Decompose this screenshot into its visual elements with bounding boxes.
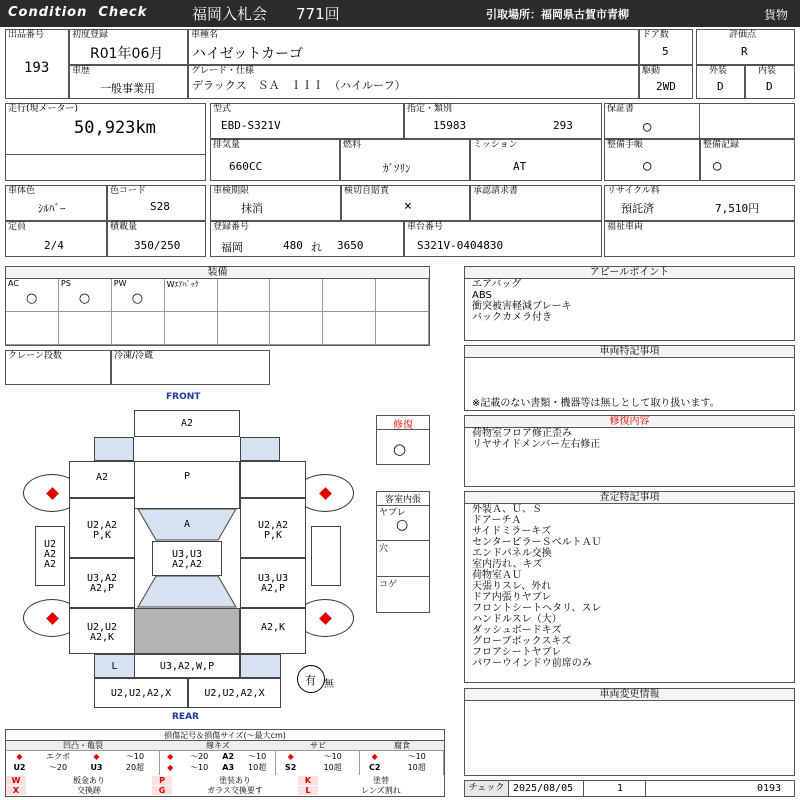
welfare-label: 福祉車両 [607, 222, 644, 232]
equipment-slot [165, 279, 218, 312]
equipment-slot [165, 312, 218, 345]
windshield-damage: A [183, 519, 191, 530]
self-insp-value: × [404, 199, 412, 214]
legend-codes [6, 776, 444, 796]
inspection-label: 車検期限 [213, 186, 250, 196]
legend-code-val: 交換跡 [77, 786, 101, 795]
legend-key: U3 [90, 763, 103, 772]
tail-lamp-left-damage: L [111, 661, 118, 672]
fuel-cell [340, 139, 470, 181]
front-fender-right [240, 461, 306, 498]
tail-lamp-right [240, 654, 281, 678]
legend-code-val: ガラス交換要す [207, 786, 263, 795]
headlight-left [94, 437, 134, 461]
rear-label: REAR [172, 712, 199, 722]
interior-value: D [766, 80, 773, 93]
legend-code-key: G [152, 786, 172, 795]
repair-title: 修復内容 [465, 416, 794, 428]
load-label: 積載量 [110, 222, 138, 232]
history-cell [69, 65, 188, 99]
legend-group [360, 741, 444, 775]
legend-val: 10超 [248, 763, 267, 772]
changes-title: 車両変更情報 [465, 689, 794, 701]
cabin-item-value: ○ [396, 517, 409, 533]
side-window-left [35, 526, 65, 586]
legend-code-key: X [6, 786, 26, 795]
drive-value: 2WD [656, 80, 676, 93]
plate-label: 登録番号 [213, 222, 250, 232]
inspection-value: 抹消 [241, 202, 263, 215]
model-name-value: ハイゼットカーゴ [192, 46, 303, 62]
model-code-label: 型式 [213, 104, 232, 114]
hood-damage: P [183, 471, 191, 482]
inspection-note-item: ダッシュボードキズ [472, 625, 562, 636]
inspection-notes-panel [464, 491, 795, 683]
roof-damage: U3,U3 A2,A2 [171, 549, 203, 570]
recycle-fee: 7,510円 [715, 202, 760, 215]
inspection-note-item: ドアーチＡ [472, 515, 522, 526]
rear-window [134, 576, 240, 608]
legend-val: 〜10 [125, 752, 145, 761]
equipment-slot [6, 279, 59, 312]
repair-panel [464, 415, 795, 487]
front-fender-left-damage: A2 [95, 472, 109, 483]
front-bumper [134, 410, 240, 437]
inspection-note-item: パワーウインドウ前席のみ [472, 658, 592, 669]
equipment-slot [218, 279, 271, 312]
appeal-item: バックカメラ付き [472, 312, 552, 323]
rear-bumper-left [94, 678, 188, 708]
legend-val: 〜10 [248, 752, 267, 761]
maint-note-value: ○ [643, 158, 652, 174]
vehicle-notes-title: 車両特記事項 [465, 346, 794, 358]
auction-session: 771回 [296, 5, 340, 23]
check-strip [464, 780, 795, 797]
plate-num2: 3650 [337, 239, 364, 252]
model-code-value: EBD-S321V [221, 119, 281, 132]
rear-door-right [240, 558, 306, 608]
model-code-cell [210, 103, 404, 139]
legend-val: 〜20 [190, 752, 209, 761]
legend-key: ◆ [167, 752, 174, 761]
wheel-dot-icon [319, 612, 332, 625]
repair-flag-box [376, 415, 430, 465]
rear-bumper-right [188, 678, 281, 708]
repair-flag-label: 修復 [377, 416, 429, 430]
legend-val: エクボ [45, 752, 70, 761]
hood [134, 461, 240, 509]
vehicle-notes-text: ※記載のない書類・機器等は無しとして取り扱います。 [472, 398, 720, 409]
rear-quarter-right-damage: A2,K [260, 622, 286, 633]
mileage-label: 走行(現メーター) [8, 104, 79, 114]
wheel-dot-icon [319, 487, 332, 500]
equipment-slot [59, 279, 112, 312]
equipment-item-label: Wｴｱﾊﾞｯｸ [166, 280, 199, 289]
capacity-label: 定員 [8, 222, 27, 232]
transmission-label: ミッション [473, 140, 518, 150]
warranty-cell [604, 103, 795, 139]
auction-name: 福岡入札会 [192, 5, 268, 23]
roof [152, 541, 222, 576]
legend-code-val: 塗装あり [219, 776, 251, 785]
equipment-title: 装備 [6, 267, 429, 279]
legend-group-title: サビ [276, 741, 360, 751]
equipment-slot [270, 312, 323, 345]
rear-door-left-damage: U3,A2 A2,P [86, 573, 118, 594]
equipment-item-value: ○ [131, 291, 144, 306]
legend-group-title: 凹凸・亀裂 [6, 741, 160, 751]
equipment-slot [59, 312, 112, 345]
maint-note-cell [604, 139, 700, 181]
grade-label: グレード・仕様 [191, 66, 255, 76]
load-value: 350/250 [134, 239, 181, 252]
inspection-note-item: 外装Ａ、Ｕ、Ｓ [472, 504, 542, 515]
designation-value: 15983 [433, 119, 467, 132]
check-divider-1 [583, 781, 584, 796]
mileage-divider [6, 154, 205, 155]
legend-val: 10超 [323, 763, 342, 772]
equipment-panel [5, 266, 430, 346]
maint-note-label: 整備手帳 [607, 140, 644, 150]
maint-record-value: ○ [713, 158, 722, 174]
equipment-slot [323, 279, 376, 312]
maint-record-label: 整備記録 [703, 140, 740, 150]
lot-label: 出品番号 [8, 30, 45, 40]
recycle-cell [604, 185, 795, 221]
legend-code-val: 板金あり [73, 776, 105, 785]
repair-flag-value: ○ [393, 440, 407, 458]
color-code-value: S28 [150, 200, 170, 213]
legend-key: C2 [368, 763, 381, 772]
front-door-left [69, 498, 135, 558]
first-reg-cell [69, 29, 188, 65]
warranty-value: ○ [643, 119, 652, 135]
inspection-note-item: ハンドルスレ（大） [472, 614, 562, 625]
displacement-value: 660CC [229, 160, 263, 173]
inspection-note-item: 荷物室ＡＵ [472, 570, 522, 581]
score-cell [696, 29, 795, 65]
cabin-item [377, 577, 429, 613]
rear-quarter-right [240, 608, 306, 654]
inspection-note-item: エンドパネル交換 [472, 548, 552, 559]
legend-val: 20超 [125, 763, 145, 772]
color-cell [5, 185, 107, 221]
legend-title: 損傷記号＆損傷サイズ(〜最大cm) [6, 730, 444, 741]
repair-list [472, 428, 600, 450]
spare-none: 無 [324, 679, 334, 690]
legend-key: S2 [285, 763, 297, 772]
back-door [134, 654, 240, 678]
legend-panel [5, 729, 445, 797]
history-value: 一般事業用 [100, 82, 155, 95]
maint-record-cell [700, 139, 795, 181]
legend-code-val: レンズ割れ [361, 786, 401, 795]
equipment-slot [112, 279, 165, 312]
legend-grid [6, 741, 444, 775]
self-insp-cell [341, 185, 470, 221]
rear-quarter-left-damage: U2,U2 A2,K [86, 622, 118, 643]
brand-title: Condition Check [8, 5, 148, 20]
chassis-value: S321V-0404830 [417, 239, 504, 252]
spare-yes: 有 [305, 674, 316, 687]
fridge-label: 冷凍/冷蔵 [114, 351, 154, 361]
header-bar [0, 0, 800, 27]
equipment-slot [112, 312, 165, 345]
doors-cell [639, 29, 693, 65]
repair-item: リヤサイドメンバー左右修正 [472, 439, 601, 450]
warranty-divider [699, 104, 700, 138]
plate-num1: 480 [283, 239, 303, 252]
inspection-note-item: センターピラーＳベルトＡＵ [472, 537, 602, 548]
rear-quarter-left [69, 608, 135, 654]
inspection-notes-title: 査定特記事項 [465, 492, 794, 504]
pickup-location: 引取場所：福岡県古賀市青柳 [486, 8, 629, 21]
crane-cell [5, 350, 111, 385]
transmission-value: AT [513, 160, 527, 173]
drive-cell [639, 65, 693, 99]
legend-code-key: L [298, 786, 318, 795]
changes-panel [464, 688, 795, 776]
color-value: ｼﾙﾊﾞｰ [38, 202, 66, 215]
equipment-item-label: PS [60, 279, 71, 288]
displacement-label: 排気量 [213, 140, 241, 150]
check-date: 2025/08/05 [513, 783, 574, 794]
chassis-label: 車台番号 [407, 222, 444, 232]
wheel-dot-icon [46, 612, 59, 625]
lot-cell [5, 29, 69, 99]
first-reg-label: 初度登録 [72, 30, 109, 40]
transmission-cell [470, 139, 602, 181]
legend-key: A2 [222, 752, 235, 761]
legend-val: 〜10 [407, 752, 426, 761]
displacement-cell [210, 139, 340, 181]
legend-code-key: W [6, 776, 26, 785]
equipment-item-label: AC [8, 279, 19, 288]
equipment-slot [376, 312, 429, 345]
legend-key: U2 [13, 763, 26, 772]
model-name-cell [188, 29, 639, 65]
fridge-cell [111, 350, 270, 385]
color-code-cell [107, 185, 206, 221]
check-number: 0193 [757, 783, 782, 794]
color-code-label: 色コード [110, 186, 147, 196]
inspection-note-item: サイドミラーキズ [472, 526, 552, 537]
equipment-slot [6, 312, 59, 345]
cabin-item-label: ヤブレ [379, 508, 406, 518]
appeal-item: ABS [472, 290, 492, 301]
front-door-right-damage: U2,A2 P,K [257, 520, 289, 541]
mileage-cell [5, 103, 206, 181]
inspection-cell [210, 185, 341, 221]
load-cell [107, 221, 206, 257]
front-bumper-damage: A2 [180, 418, 194, 429]
classification-value: 293 [553, 119, 573, 132]
approval-cell [470, 185, 602, 221]
equipment-item-label: PW [113, 279, 127, 288]
model-name-label: 車種名 [191, 30, 219, 40]
front-door-left-damage: U2,A2 P,K [86, 520, 118, 541]
legend-val: 〜10 [323, 752, 342, 761]
designation-label: 指定・類別 [407, 104, 453, 114]
equipment-grid [6, 279, 429, 345]
grade-cell [188, 65, 639, 99]
rear-door-right-damage: U3,U3 A2,P [257, 573, 289, 594]
legend-key: ◆ [371, 752, 378, 761]
equipment-item-value: ○ [26, 291, 38, 306]
plate-cell [210, 221, 404, 257]
inspection-note-item: 室内汚れ、キズ [472, 559, 543, 570]
cabin-list [377, 505, 429, 613]
inspection-note-item: フロントシートヘタリ、スレ [472, 603, 602, 614]
legend-code-key: K [298, 776, 318, 785]
cabin-title: 客室内張 [377, 492, 429, 506]
first-reg-value: R01年06月 [90, 46, 164, 62]
recycle-label: リサイクル料 [607, 186, 660, 196]
fuel-label: 燃料 [343, 140, 362, 150]
doors-label: ドア数 [642, 30, 669, 40]
appeal-panel [464, 266, 795, 341]
warranty-label: 保証書 [607, 104, 635, 114]
exterior-cell [696, 65, 745, 99]
inspection-note-item: 天張りスレ、外れ [472, 581, 552, 592]
exterior-label: 外装 [709, 66, 728, 76]
capacity-value: 2/4 [44, 239, 64, 252]
legend-key: ◆ [167, 763, 174, 772]
legend-group [276, 741, 360, 775]
legend-code-val: 塗替 [373, 776, 389, 785]
appeal-item: エアバッグ [472, 279, 522, 290]
exterior-value: D [717, 80, 724, 93]
front-door-right [240, 498, 306, 558]
legend-group [6, 741, 160, 775]
plate-kana: れ [311, 241, 322, 254]
legend-val: 〜10 [190, 763, 209, 772]
interior-label: 内装 [758, 66, 777, 76]
legend-val: 〜20 [48, 763, 68, 772]
inspection-notes-list [472, 504, 602, 669]
appeal-list [472, 279, 572, 323]
cabin-item [377, 541, 429, 577]
crane-label: クレーン段数 [8, 351, 62, 361]
welfare-cell [604, 221, 795, 257]
legend-group-title: 腐食 [360, 741, 444, 751]
check-divider-2 [645, 781, 646, 796]
cargo-floor [134, 608, 240, 654]
score-label: 評価点 [729, 30, 757, 40]
repair-item: 荷物室フロア修正歪み [472, 428, 572, 439]
approval-label: 承認請求書 [473, 186, 519, 196]
mileage-value: 50,923km [74, 118, 156, 138]
check-label: チェック [465, 781, 509, 796]
recycle-type: 預託済 [621, 202, 654, 215]
inspection-note-item: グローブボックスキズ [472, 636, 572, 647]
vehicle-notes-panel [464, 345, 795, 411]
equipment-slot [218, 312, 271, 345]
appeal-title: アピールポイント [465, 267, 794, 279]
rear-bumper-right-damage: U2,U2,A2,X [204, 688, 265, 699]
legend-code-key: P [152, 776, 172, 785]
rear-door-left [69, 558, 135, 608]
headlight-right [240, 437, 280, 461]
inspection-note-item: フロアシートヤブレ [472, 647, 562, 658]
legend-key: ◆ [93, 752, 100, 761]
cabin-item-label: 穴 [379, 544, 389, 554]
interior-cell [745, 65, 795, 99]
wheel-dot-icon [46, 487, 59, 500]
equipment-slot [270, 279, 323, 312]
score-value: R [741, 45, 748, 58]
appeal-item: 衝突被害軽減ブレーキ [472, 301, 572, 312]
equipment-slot [376, 279, 429, 312]
back-door-damage: U3,A2,W,P [159, 661, 215, 672]
drive-label: 駆動 [642, 66, 661, 76]
side-window-left-damage: U2 A2 A2 [43, 539, 57, 570]
legend-key: ◆ [16, 752, 23, 761]
designation-cell [404, 103, 602, 139]
front-label: FRONT [166, 392, 201, 402]
lot-number: 193 [24, 60, 50, 76]
grade-value: デラックス ＳＡ ＩＩＩ （ハイルーフ） [192, 79, 406, 92]
legend-val: 10超 [407, 763, 426, 772]
cabin-panel [376, 491, 430, 613]
legend-key: A3 [222, 763, 235, 772]
side-window-right [311, 526, 341, 586]
plate-region: 福岡 [221, 241, 243, 254]
tail-lamp-left [94, 654, 135, 678]
vehicle-category: 貨物 [764, 8, 789, 22]
capacity-cell [5, 221, 107, 257]
equipment-item-value: ○ [78, 291, 91, 306]
legend-group [160, 741, 276, 775]
fuel-value: ｶﾞｿﾘﾝ [383, 162, 411, 175]
cabin-item [377, 505, 429, 541]
cabin-item-label: コゲ [379, 580, 398, 590]
legend-key: ◆ [287, 752, 294, 761]
equipment-slot [323, 312, 376, 345]
history-label: 車歴 [72, 66, 91, 76]
inspection-note-item: ドア内張りヤブレ [472, 592, 552, 603]
check-count: 1 [617, 783, 624, 794]
self-insp-label: 検切自賠責 [344, 186, 390, 196]
legend-group-title: 線キズ [160, 741, 276, 751]
chassis-cell [404, 221, 602, 257]
rear-bumper-left-damage: U2,U2,A2,X [110, 688, 172, 699]
front-fender-left [69, 461, 135, 498]
color-label: 車体色 [8, 186, 36, 196]
doors-value: 5 [662, 45, 669, 58]
